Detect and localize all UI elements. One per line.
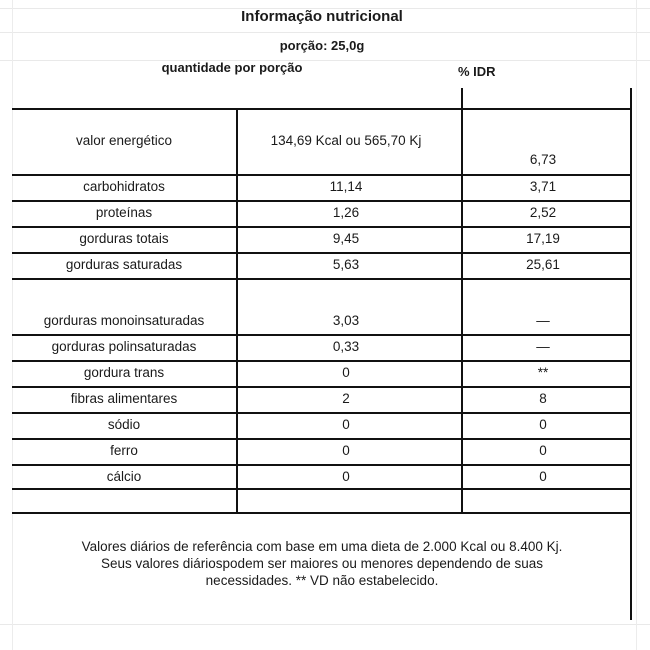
row-idr: 2,52 (529, 205, 557, 220)
daily-values-note (12, 538, 632, 589)
row-quantity: 0,33 (332, 339, 360, 354)
quantity-header: quantidade por porção (161, 60, 303, 75)
row-name: gorduras saturadas (65, 257, 183, 272)
row-name: gordura trans (83, 365, 165, 380)
row-name: gorduras polinsaturadas (51, 339, 197, 354)
row-name: proteínas (95, 205, 153, 220)
row-idr: 0 (539, 417, 547, 432)
row-quantity: 0 (342, 417, 350, 432)
row-name: valor energético (75, 133, 173, 148)
row-idr: 6,73 (529, 152, 557, 167)
idr-header: % IDR (458, 64, 496, 79)
row-name: carbohidratos (83, 179, 165, 194)
row-quantity: 0 (342, 469, 350, 484)
row-name: gorduras totais (79, 231, 169, 246)
row-idr: 17,19 (526, 231, 560, 246)
row-idr: 0 (539, 443, 547, 458)
row-name: ferro (110, 443, 138, 458)
note-line-2: Seus valores diáriospodem ser maiores ou menores dependendo de suas (100, 556, 543, 571)
row-quantity: 3,03 (332, 313, 360, 328)
row-name: sódio (107, 417, 141, 432)
row-quantity: 1,26 (332, 205, 360, 220)
row-idr: — (536, 313, 550, 328)
row-idr: 8 (539, 391, 547, 406)
row-quantity: 0 (342, 365, 350, 380)
row-name: gorduras monoinsaturadas (43, 313, 205, 328)
row-idr: — (536, 339, 550, 354)
row-idr: ** (537, 365, 549, 380)
row-idr: 0 (539, 469, 547, 484)
note-line-1: Valores diários de referência com base em uma dieta de 2.000 Kcal ou 8.400 Kj. (81, 539, 563, 554)
note-line-3: necessidades. ** VD não estabelecido. (205, 573, 439, 588)
row-name: cálcio (106, 469, 142, 484)
row-quantity: 11,14 (329, 179, 363, 194)
row-name: fibras alimentares (70, 391, 178, 406)
row-quantity: 0 (342, 443, 350, 458)
row-quantity: 134,69 Kcal ou 565,70 Kj (270, 133, 422, 148)
row-quantity: 5,63 (332, 257, 360, 272)
row-idr: 3,71 (529, 179, 557, 194)
nutrition-title: Informação nutricional (241, 8, 403, 25)
portion-label: porção: 25,0g (279, 38, 365, 53)
row-quantity: 9,45 (332, 231, 360, 246)
row-idr: 25,61 (526, 257, 560, 272)
row-quantity: 2 (342, 391, 350, 406)
